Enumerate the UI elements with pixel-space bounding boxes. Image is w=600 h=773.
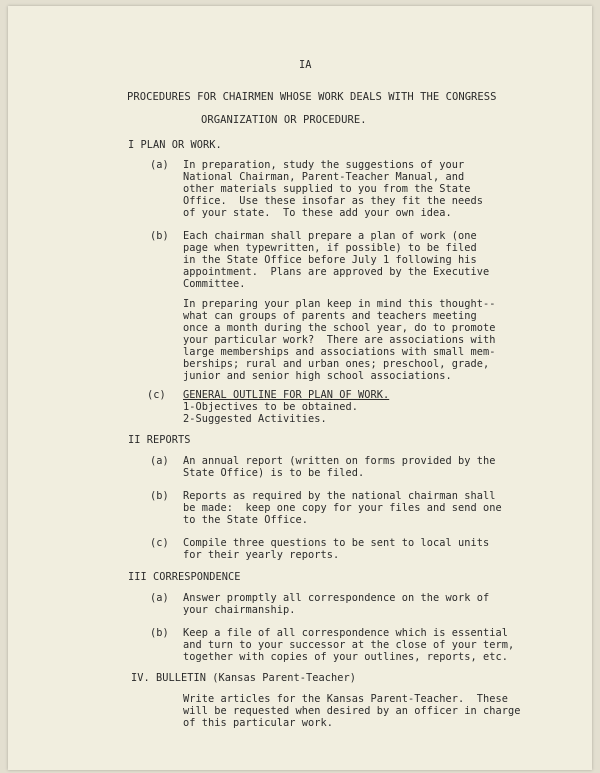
paragraph-line: In preparation, study the suggestions of your	[183, 159, 465, 171]
section-heading-bulletin: IV. BULLETIN (Kansas Parent-Teacher)	[131, 672, 356, 684]
paragraph-line: in the State Office before July 1 following his	[183, 254, 477, 266]
paragraph-line: junior and senior high school associations.	[183, 370, 452, 382]
paragraph-line: Reports as required by the national chairman shall	[183, 490, 496, 502]
outline-item: 2-Suggested Activities.	[183, 413, 327, 425]
item-label-reports-a: (a)	[150, 455, 169, 467]
section-heading-correspondence: III CORRESPONDENCE	[128, 571, 241, 583]
paragraph-line: Each chairman shall prepare a plan of work (one	[183, 230, 477, 242]
paragraph-line: your particular work? There are associations with	[183, 334, 496, 346]
section-heading-reports: II REPORTS	[128, 434, 191, 446]
item-label-correspondence-a: (a)	[150, 592, 169, 604]
document-title-line-2: ORGANIZATION OR PROCEDURE.	[201, 114, 367, 126]
paragraph-line: Write articles for the Kansas Parent-Teacher. These	[183, 693, 508, 705]
paragraph-line: berships; rural and urban ones; preschool, grade,	[183, 358, 490, 370]
paragraph-line: State Office) is to be filed.	[183, 467, 365, 479]
paragraph-line: Keep a file of all correspondence which is essential	[183, 627, 508, 639]
paragraph-line: together with copies of your outlines, reports, etc.	[183, 651, 508, 663]
paragraph-line: Answer promptly all correspondence on the work of	[183, 592, 490, 604]
paragraph-line: page when typewritten, if possible) to be filed	[183, 242, 477, 254]
paragraph-line: be made: keep one copy for your files and send one	[183, 502, 502, 514]
paragraph-line: to the State Office.	[183, 514, 308, 526]
item-label-reports-c: (c)	[150, 537, 169, 549]
page-label: IA	[299, 59, 312, 71]
paragraph-line: Office. Use these insofar as they fit the needs	[183, 195, 483, 207]
paragraph-line: other materials supplied to you from the State	[183, 183, 471, 195]
paragraph-line: for their yearly reports.	[183, 549, 340, 561]
item-label-plan-c: (c)	[147, 389, 166, 401]
outline-heading: GENERAL OUTLINE FOR PLAN OF WORK.	[183, 389, 390, 401]
paragraph-line: of this particular work.	[183, 717, 333, 729]
item-label-plan-b: (b)	[150, 230, 169, 242]
paragraph-line: and turn to your successor at the close of your term,	[183, 639, 515, 651]
item-label-correspondence-b: (b)	[150, 627, 169, 639]
paragraph-line: once a month during the school year, do to promote	[183, 322, 496, 334]
paragraph-line: In preparing your plan keep in mind this thought--	[183, 298, 496, 310]
paragraph-line: National Chairman, Parent-Teacher Manual, and	[183, 171, 465, 183]
document-title-line-1: PROCEDURES FOR CHAIRMEN WHOSE WORK DEALS WITH THE CONGRESS	[127, 91, 497, 103]
paragraph-line: what can groups of parents and teachers meeting	[183, 310, 477, 322]
paragraph-line: An annual report (written on forms provided by the	[183, 455, 496, 467]
paragraph-line: Committee.	[183, 278, 246, 290]
item-label-plan-a: (a)	[150, 159, 169, 171]
paragraph-line: appointment. Plans are approved by the Executive	[183, 266, 490, 278]
paragraph-line: your chairmanship.	[183, 604, 296, 616]
item-label-reports-b: (b)	[150, 490, 169, 502]
paragraph-line: will be requested when desired by an officer in charge	[183, 705, 521, 717]
paragraph-line: of your state. To these add your own idea.	[183, 207, 452, 219]
paragraph-line: large memberships and associations with small mem-	[183, 346, 496, 358]
section-heading-plan: I PLAN OR WORK.	[128, 139, 222, 151]
outline-item: 1-Objectives to be obtained.	[183, 401, 358, 413]
paragraph-line: Compile three questions to be sent to local units	[183, 537, 490, 549]
